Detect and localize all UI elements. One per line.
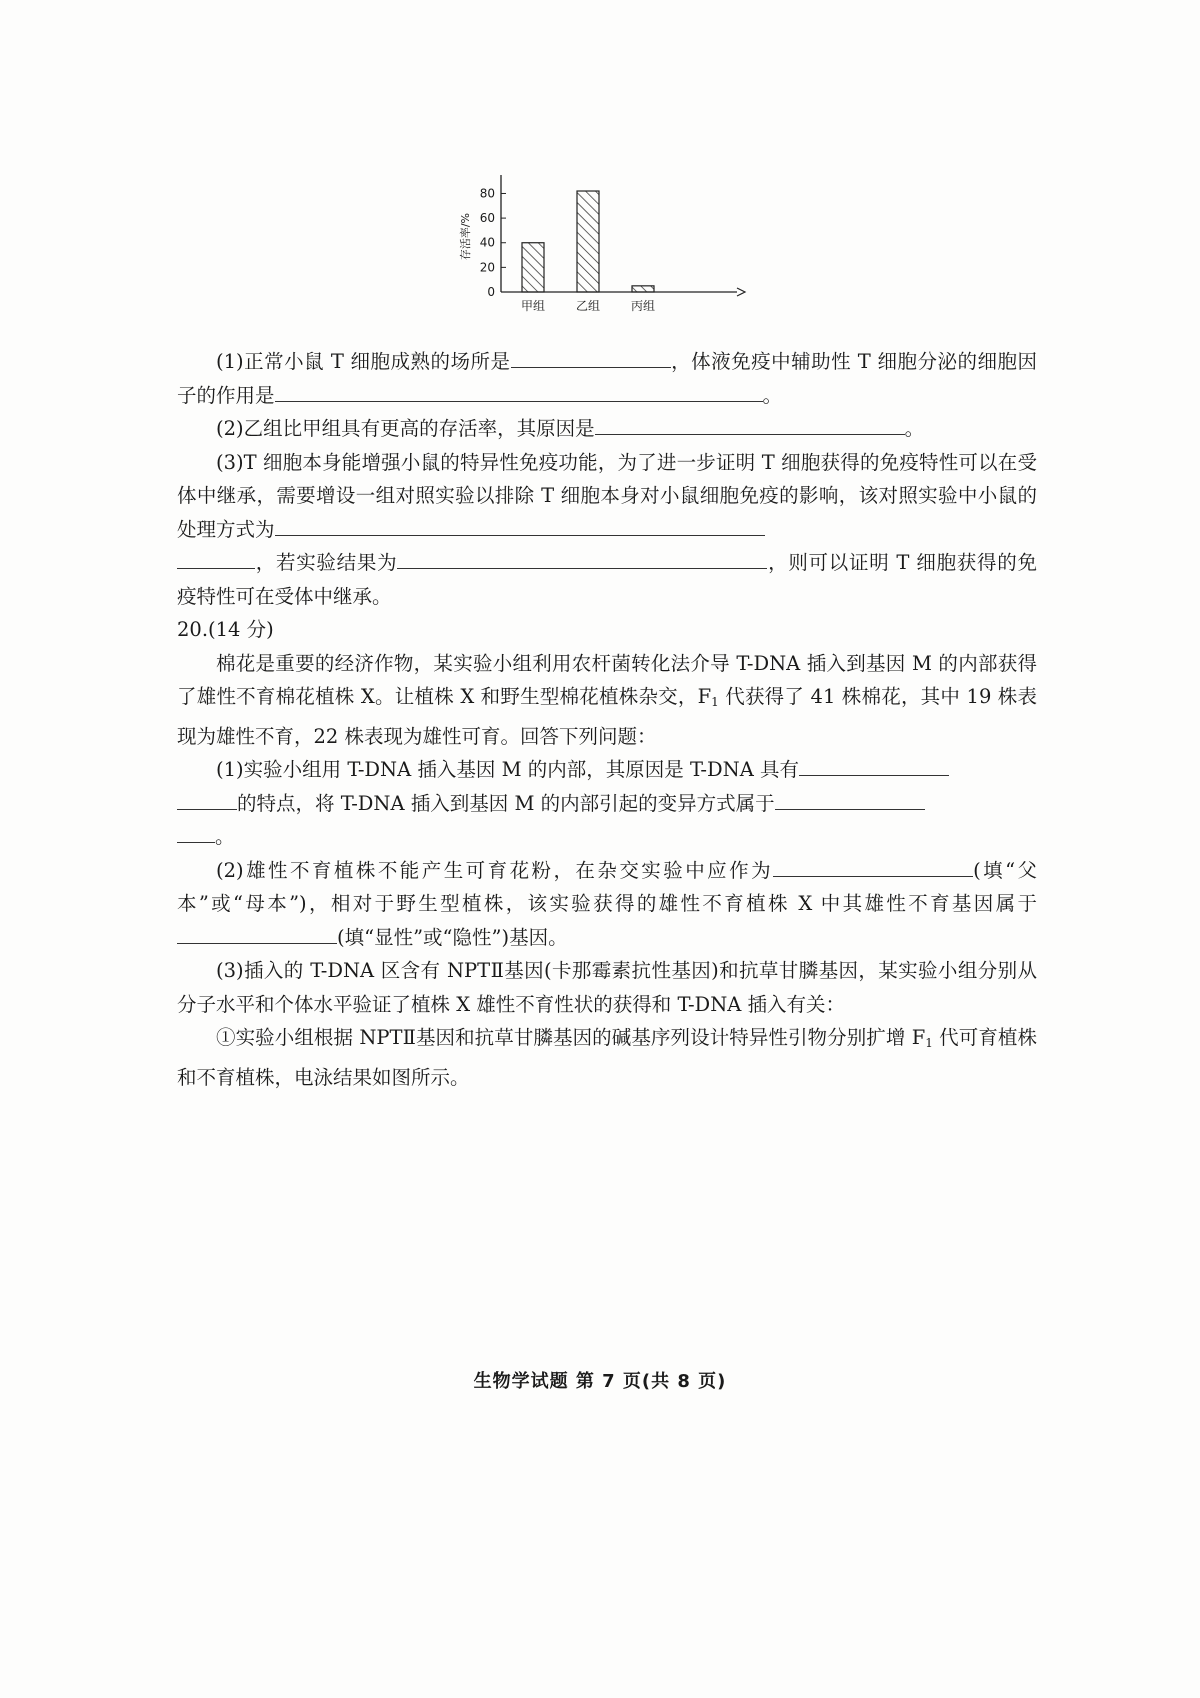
q19-part1: (1)正常小鼠 T 细胞成熟的场所是 ，体液免疫中辅助性 T 细胞分泌的细胞因子的作用是 。 xyxy=(177,345,1037,412)
answer-blank[interactable] xyxy=(511,345,671,368)
y-tick-label: 60 xyxy=(479,211,495,226)
answer-blank[interactable] xyxy=(799,753,949,776)
y-tick-label: 80 xyxy=(479,186,495,201)
question-content xyxy=(177,345,1037,1094)
bar-1 xyxy=(522,243,544,292)
q20-part3: (3)插入的 T-DNA 区含有 NPTⅡ基因(卡那霉素抗性基因)和抗草甘膦基因，某实验小组分别从分子水平和个体水平验证了植株 X 雄性不育性状的获得和 T-DNA 插入有关： xyxy=(177,959,1037,1016)
x-tick-label: 丙组 xyxy=(630,299,656,313)
answer-blank[interactable] xyxy=(177,546,255,569)
page-footer: 生物学试题 第 7 页(共 8 页) xyxy=(473,1371,727,1392)
y-axis-label: 存活率/% xyxy=(459,212,472,261)
q20-part1: (1)实验小组用 T-DNA 插入基因 M 的内部，其原因是 T-DNA 具有 的特点，将 T-DNA 插入到基因 M 的内部引起的变异方式属于 。 xyxy=(177,753,1037,854)
answer-blank[interactable] xyxy=(177,787,237,810)
answer-blank[interactable] xyxy=(397,546,767,569)
q19-part3: (3)T 细胞本身能增强小鼠的特异性免疫功能，为了进一步证明 T 细胞获得的免疫特性可以在受体中继承，需要增设一组对照实验以排除 T 细胞本身对小鼠细胞免疫的影响，该对照实验中小鼠的处理方式为 ，若实验结果为 ，则可以证明 T 细胞获得的免疫特性可在受体中继承。 xyxy=(177,450,1037,608)
answer-blank[interactable] xyxy=(275,513,765,536)
y-tick-label: 0 xyxy=(487,285,495,299)
answer-blank[interactable] xyxy=(775,787,925,810)
bar-3 xyxy=(632,286,654,292)
q19-part2: (2)乙组比甲组具有更高的存活率，其原因是 。 xyxy=(177,412,1037,446)
q20-part2: (2)雄性不育植株不能产生可育花粉，在杂交实验中应作为 (填“父本”或“母本”)，相对于野生型植株，该实验获得的雄性不育植株 X 中其雄性不育基因属于(填“显性”或“隐性”)基因。 xyxy=(177,854,1037,955)
y-tick-label: 40 xyxy=(479,235,495,250)
x-axis-arrow xyxy=(737,288,745,296)
bar-2 xyxy=(577,191,599,292)
answer-blank[interactable] xyxy=(177,921,337,944)
answer-blank[interactable] xyxy=(773,854,973,877)
answer-blank[interactable] xyxy=(275,379,763,402)
x-tick-label: 甲组 xyxy=(520,299,546,313)
y-tick-label: 20 xyxy=(479,260,495,275)
x-tick-label: 乙组 xyxy=(575,299,601,313)
q20-intro: 棉花是重要的经济作物，某实验小组利用农杆菌转化法介导 T-DNA 插入到基因 M 的内部获得了雄性不育棉花植株 X。让植株 X 和野生型棉花植株杂交，$F_1$ 代获得了 41 株棉花，其中 19 株表现为雄性不育，22 株表现为雄性可育。回答下列问题： xyxy=(177,651,1037,748)
q20-part3-item1: ①实验小组根据 NPTⅡ基因和抗草甘膦基因的碱基序列设计特异性引物分别扩增 $F_1$ 代可育植株和不育植株，电泳结果如图所示。 xyxy=(177,1026,1038,1089)
answer-blank[interactable] xyxy=(177,820,215,843)
q20-header: 20.(14 分) xyxy=(177,618,274,641)
answer-blank[interactable] xyxy=(595,412,905,435)
